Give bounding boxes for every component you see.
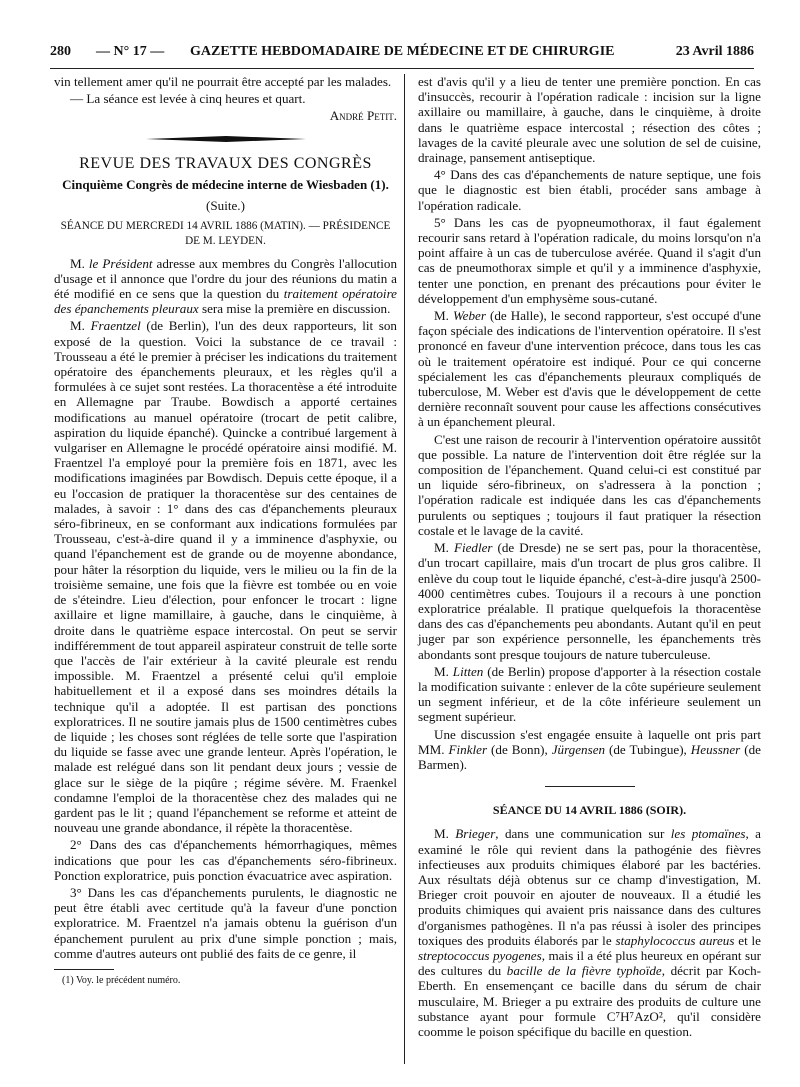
issue-number: — N° 17 — <box>96 44 165 59</box>
paragraph: M. Fraentzel (de Berlin), l'un des deux rapporteurs, lit son exposé de la question. Voici la substance de ce travail : Trousseau a été le premier à préciser les indications du traitement opératoire des épanchements pleuraux, et les règles qu'il a formulées à ce sujet sont restées. La thoracentèse a été introduite en Allemagne par Traube. Bowdisch a apporté certaines modifications au manuel opératoire (trocart de petit calibre, aspiration du liquide épanché). Quincke a contribué largement à vulgariser en Allemagne le procédé opératoire ainsi modifié. M. Fraentzel l'a employé pour la première fois en 1871, avec les modifications imaginées par Bowdisch. Depuis cette époque, il a eu l'occasion de pratiquer la thoracentèse sur des centaines de malades, à savoir : 1° dans des cas d'épanchements pleuraux séro-fibrineux, en se conformant aux indications formulées par Trousseau, c'est-à-dire quand il y a imminence d'asphyxie, ou quand l'épanchement est de grande ou de moyenne abondance, pour hâter la résorption du liquide, vers le milieu ou la fin de la troisième semaine, une fois que la fièvre est tombée ou en voie de s'éteindre. Lieu d'élection, pour enfoncer le trocart : ligne axillaire et ligne mamillaire, à gauche, dans le cinquième, à droite dans le quatrième espace intercostal. On peut se servir indifféremment de tout appareil aspirateur construit de telle sorte que l'accès de l'air extérieur à la cavité pleurale est rendu impossible. M. Fraentzel a présenté celui qu'il emploie habituellement et il a exposé dans ses moindres détails la technique qu'il a adoptée. Il est partisan des ponctions exploratrices. Il ne soutire jamais plus de 1500 centimètres cubes de liquide ; les choses sont réglées de telle sorte que l'aspiration du liquide se fasse avec une grande lenteur. Après l'opération, le malade est relégué dans son lit pendant deux jours ; vessie de glace sur le siège de la piqûre ; régime sévère. M. Fraenkel condamne l'emploi de la thoracentèse chez des malades qui ne gardent pas le lit ; quand l'épanchement se reforme et atteint de nouveau une grande abondance, il répète la thoracentèse. <box>54 318 397 836</box>
paragraph: M. Weber (de Halle), le second rapporteur, s'est occupé d'une façon spéciale des indications de l'intervention opératoire. Il s'est prononcé en faveur d'une intervention précoce, dans tous les cas où le traitement opératoire est indiqué. Pour ce qui concerne spécialement les cas d'épanchements pleuraux compliqués de tuberculose, M. Weber est d'avis que le développement de cette dernière reconnaît souvent pour cause les affections consécutives à un épanchement pleural. <box>418 308 761 430</box>
journal-title: GAZETTE HEBDOMADAIRE DE MÉDECINE ET DE CHIRURGIE <box>190 44 615 59</box>
footnote: (1) Voy. le précédent numéro. <box>62 974 181 986</box>
paragraph: M. le Président adresse aux membres du Congrès l'allocution d'usage et il annonce que l'ordre du jour des réunions du matin a été modifié en ce sens que la question du traitement opératoire des épanchements pleuraux sera mise la première en discussion. <box>54 255 397 317</box>
paragraph: 3° Dans les cas d'épanchements purulents, le diagnostic ne peut être établi avec certitude qu'à la faveur d'une ponction exploratrice. M. Fraentzel n'a jamais obtenu la guérison d'un épanchement purulent au prix d'une simple ponction ; mais, comme d'autres auteurs ont publié des faits de ce genre, il <box>54 884 397 961</box>
paragraph: 5° Dans les cas de pyopneumothorax, il faut également recourir sans retard à l'opération radicale, du moins lorsqu'on n'a point affaire à un cas de tuberculose avérée. Quand il s'agit d'un cas de pneumothorax simple et qu'il y a imminence d'asphyxie, tenter une ponction, en prenant des précautions pour éviter le développement d'un emphysème sous-cutané. <box>418 214 761 306</box>
page-header <box>50 44 754 66</box>
session-heading-evening: SÉANCE DU 14 AVRIL 1886 (SOIR). <box>492 803 687 818</box>
page-number: 280 <box>50 44 71 59</box>
right-column <box>418 74 761 1039</box>
section-subtitle: Cinquième Congrès de médecine interne de Wiesbaden (1). <box>62 176 389 192</box>
paragraph: 4° Dans des cas d'épanchements de nature septique, une fois que le diagnostic est bien établi, procéder sans ambage à l'opération radicale. <box>418 167 761 213</box>
issue-date: 23 Avril 1886 <box>675 44 754 59</box>
paragraph: M. Litten (de Berlin) propose d'apporter à la résection costale la modification suivante : enlever de la côte supérieure seulement un segment inférieur, et de la côte inférieure seulement un segment supérieur. <box>418 663 761 725</box>
paragraph: 2° Dans des cas d'épanchements hémorrhagiques, mêmes indications que pour les cas d'épanchements séro-fibrineux. Ponction exploratrice, puis ponction évacuatrice avec aspiration. <box>54 837 397 883</box>
signature: André Petit. <box>329 108 397 124</box>
section-title: REVUE DES TRAVAUX DES CONGRÈS <box>79 154 372 172</box>
suite-label: (Suite.) <box>206 198 245 214</box>
paragraph: est d'avis qu'il y a lieu de tenter une première ponction. En cas d'insuccès, recourir à l'opération radicale : incision sur la ligne axillaire ou mamillaire, à gauche, dans le cinquième, à droite dans le quatrième espace intercostal ; résection des côtes ; lavages de la cavité pleurale avec une solution de sel de cuisine, drainage, pansement antiseptique. <box>418 74 761 166</box>
paragraph: vin tellement amer qu'il ne pourrait être accepté par les malades. <box>54 74 392 89</box>
paragraph: M. Brieger, dans une communication sur les ptomaïnes, a examiné le rôle qui revient dans la pathogénie des fièvres infectieuses aux produits chimiques élaboré par les bactéries. Aux résultats déjà obtenus sur ce champ d'investigation, M. Brieger croit pouvoir en ajouter de nouveaux. Il a étudié les produits chimiques qui avaient pris naissance dans des cultures d'organismes pathogènes. Il n'a pas réussi à isoler des principes toxiques des produits élaborés par le staphylococcus aureus et le streptococcus pyogenes, mais il a été plus heureux en opérant sur des cultures du bacille de la fièvre typhoïde, décrit par Koch-Eberth. En ensemençant ce bacille dans du sérum de chair musculaire, M. Brieger a pu extraire des produits de culture une substance ayant pour formule C⁷H⁷AzO², qu'il considère coomme le poison spécifique du bacille en question. <box>418 826 761 1039</box>
paragraph: — La séance est levée à cinq heures et quart. <box>70 91 306 107</box>
paragraph: Une discussion s'est engagée ensuite à laquelle ont pris part MM. Finkler (de Bonn), Jürgensen (de Tubingue), Heussner (de Barmen). <box>418 726 761 772</box>
session-heading: SÉANCE DU MERCREDI 14 AVRIL 1886 (MATIN). — PRÉSIDENCE DE M. LEYDEN. <box>60 220 391 248</box>
paragraph: C'est une raison de recourir à l'intervention opératoire aussitôt que possible. La nature de l'intervention doit être réglée sur la composition de l'épanchement. Quand celui-ci est constitué par un liquide séro-fibrineux, on s'adressera à la ponction ; l'opération radicale est indiquée dans les cas d'épanchements purulents ou septiques ; toujours il faut pratiquer la résection costale et le lavage de la cavité. <box>418 431 761 538</box>
ornament-rule <box>146 136 306 142</box>
left-column <box>54 74 397 988</box>
footnote-rule <box>54 969 114 970</box>
column-divider <box>404 74 405 1064</box>
section-separator <box>545 786 635 787</box>
header-rule <box>50 68 754 69</box>
paragraph: M. Fiedler (de Dresde) ne se sert pas, pour la thoracentèse, d'un trocart capillaire, mais d'un trocart de plus gros calibre. Il enlève du coup tout le liquide épanché, c'est-à-dire jusqu'à 2500-4000 centimètres cubes. Toujours il a recours à une ponction exploratrice préalable. Il pratique quelquefois la thoracentèse dans des cas d'épanchements peu abondants. Autant qu'il en peut juger par son expérience personnelle, les épanchements très abondants sont presque toujours de nature tuberculeuse. <box>418 540 761 662</box>
